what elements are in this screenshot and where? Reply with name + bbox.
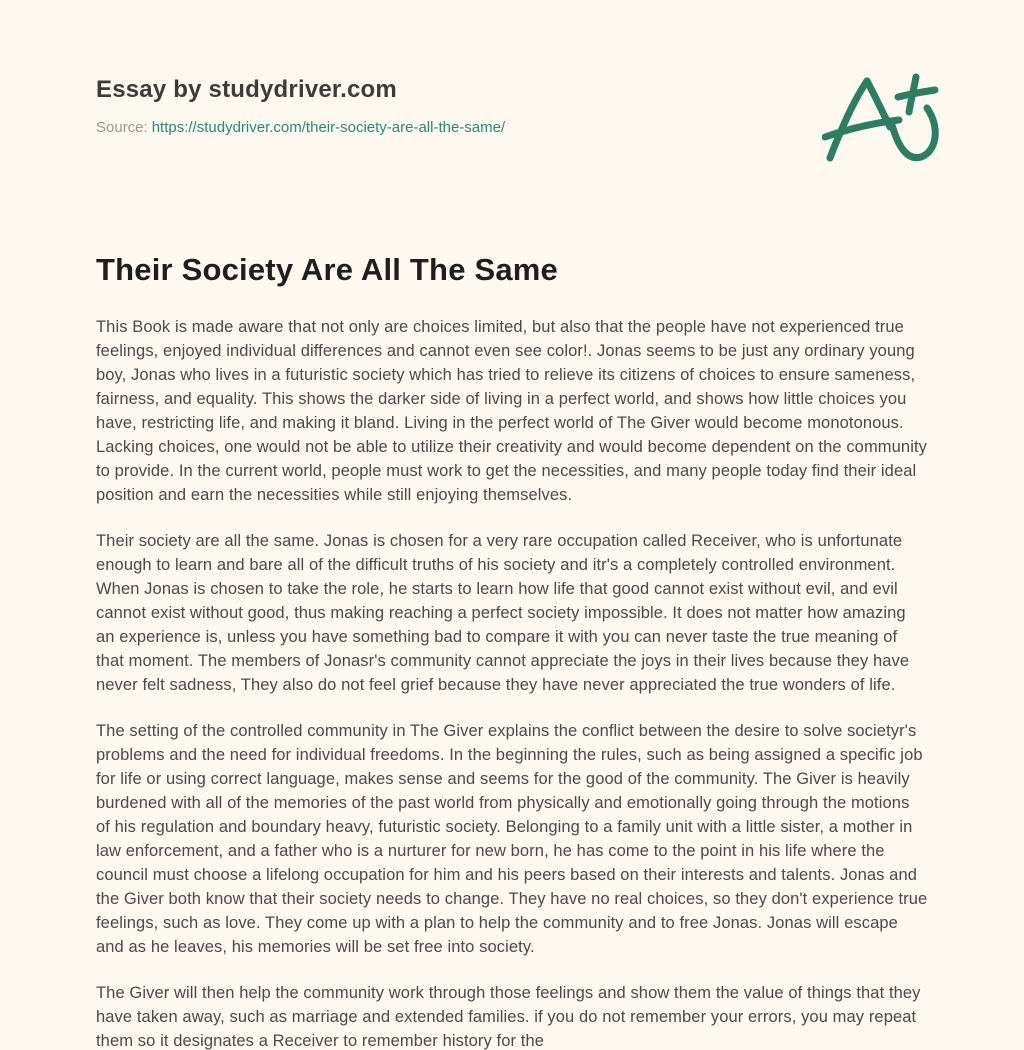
source-line xyxy=(96,119,928,136)
source-label: Source: xyxy=(96,119,148,136)
logo-strokes xyxy=(825,77,935,158)
essay-paragraph: The Giver will then help the community work through those feelings and show them the value of things that they have taken away, such as marriage and extended families. if you do not remember your errors, you may repeat them so it designates a Receiver to remember history for the xyxy=(96,984,921,1050)
essay-paragraph: Their society are all the same. Jonas is chosen for a very rare occupation called Receiver, who is unfortunate enough to learn and bare all of the difficult truths of his society and itr's a completely controlled environment. When Jonas is chosen to take the role, he starts to learn how life that good cannot exist without evil, and evil cannot exist without good, thus making reaching a perfect society impossible. It does not matter how amazing an experience is, unless you have something bad to compare it with you can never taste the true meaning of that moment. The members of Jonasr's community cannot appreciate the joys in their lives because they have never felt sadness, They also do not feel grief because they have never appreciated the true wonders of life. xyxy=(96,532,910,694)
essay-paragraph: This Book is made aware that not only are choices limited, but also that the people have not experienced true feelings, enjoyed individual differences and cannot even see color!. Jonas seems to be just any ordinary young boy, Jonas who lives in a futuristic society which has tried to relieve its citizens of choices to ensure sameness, fairness, and equality. This shows the darker side of living in a perfect world, and shows how little choices you have, restricting life, and making it bland. Living in the perfect world of The Giver would become monotonous. Lacking choices, one would not be able to utilize their creativity and would become dependent on the community to provide. In the current world, people must work to get the necessities, and many people today find their ideal position and earn the necessities while still enjoying themselves. xyxy=(96,318,927,504)
source-link[interactable]: https://studydriver.com/their-society-are-all-the-same/ xyxy=(151,119,506,136)
essay-paragraph: The setting of the controlled community in The Giver explains the conflict between the desire to solve societyr's problems and the need for individual freedoms. In the beginning the rules, such as being assigned a specific job for life or using correct language, makes sense and seems for the good of the community. The Giver is heavily burdened with all of the memories of the past world from physically and emotionally going through the motions of his regulation and boundary heavy, futuristic society. Belonging to a family unit with a little sister, a mother in law enforcement, and a father who is a nurturer for new born, he has come to the point in his life where the council must choose a lifelong occupation for him and his peers based on their interests and talents. Jonas and the Giver both know that their society needs to change. They have no real choices, so they don't experience true feelings, such as love. They come up with a plan to help the community and to free Jonas. Jonas will escape and as he leaves, his memories will be set free into society. xyxy=(96,722,928,956)
page-header xyxy=(96,0,928,136)
header-title: Essay by studydriver.com xyxy=(96,76,397,103)
studydriver-logo xyxy=(822,70,942,166)
essay-title: Their Society Are All The Same xyxy=(96,252,558,287)
a-plus-logo-icon xyxy=(822,70,942,166)
essay-body xyxy=(96,315,928,1050)
